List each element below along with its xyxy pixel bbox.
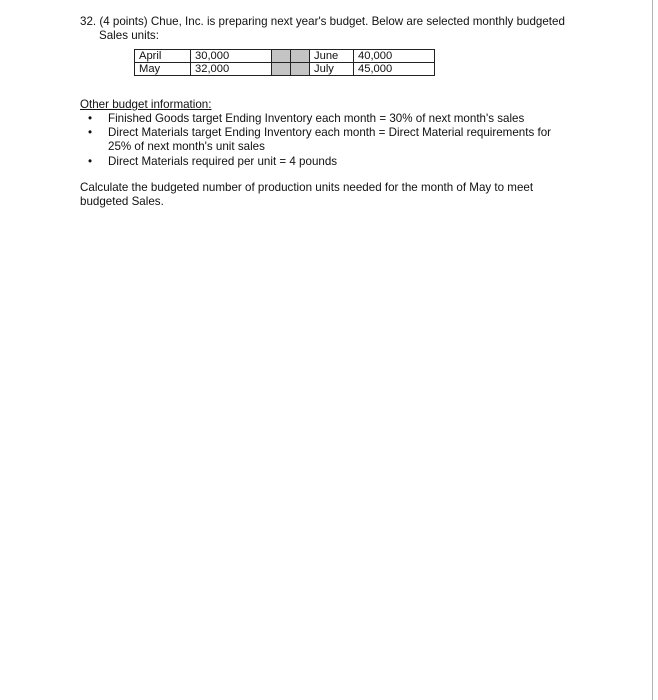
instruction-text bbox=[80, 181, 580, 209]
question-line-2: Sales units: bbox=[99, 29, 159, 42]
separator-cell bbox=[272, 63, 291, 76]
value-cell: 30,000 bbox=[191, 50, 272, 63]
value-cell: 40,000 bbox=[354, 50, 435, 63]
month-cell: June bbox=[310, 50, 354, 63]
month-cell: May bbox=[135, 63, 191, 76]
month-cell: July bbox=[310, 63, 354, 76]
list-item-text: Direct Materials target Ending Inventory each month = Direct Material requirements for bbox=[108, 126, 552, 139]
separator-cell bbox=[291, 50, 310, 63]
separator-cell bbox=[291, 63, 310, 76]
question-text bbox=[80, 15, 620, 43]
other-info-heading: Other budget information: bbox=[80, 98, 212, 111]
list-item-text-continued: 25% of next month's unit sales bbox=[108, 140, 265, 153]
table-row bbox=[135, 63, 435, 76]
month-cell: April bbox=[135, 50, 191, 63]
bullet-icon: • bbox=[88, 112, 93, 125]
other-budget-info bbox=[80, 98, 620, 169]
instruction-line-1: Calculate the budgeted number of production units needed for the month of May to meet bbox=[80, 181, 534, 194]
question-line-1: 32. (4 points) Chue, Inc. is preparing next year's budget. Below are selected monthly budgeted bbox=[80, 15, 565, 28]
list-item bbox=[80, 126, 620, 154]
list-item-text: Direct Materials required per unit = 4 pounds bbox=[108, 155, 338, 168]
value-cell: 45,000 bbox=[354, 63, 435, 76]
sales-units-table bbox=[134, 49, 435, 76]
table-row bbox=[135, 50, 435, 63]
bullet-icon: • bbox=[88, 155, 93, 168]
list-item-text: Finished Goods target Ending Inventory each month = 30% of next month's sales bbox=[108, 112, 525, 125]
list-item bbox=[80, 155, 620, 169]
value-cell: 32,000 bbox=[191, 63, 272, 76]
instruction-line-2: budgeted Sales. bbox=[80, 195, 164, 208]
list-item bbox=[80, 112, 620, 126]
bullet-list bbox=[80, 112, 620, 169]
separator-cell bbox=[272, 50, 291, 63]
bullet-icon: • bbox=[88, 126, 93, 139]
